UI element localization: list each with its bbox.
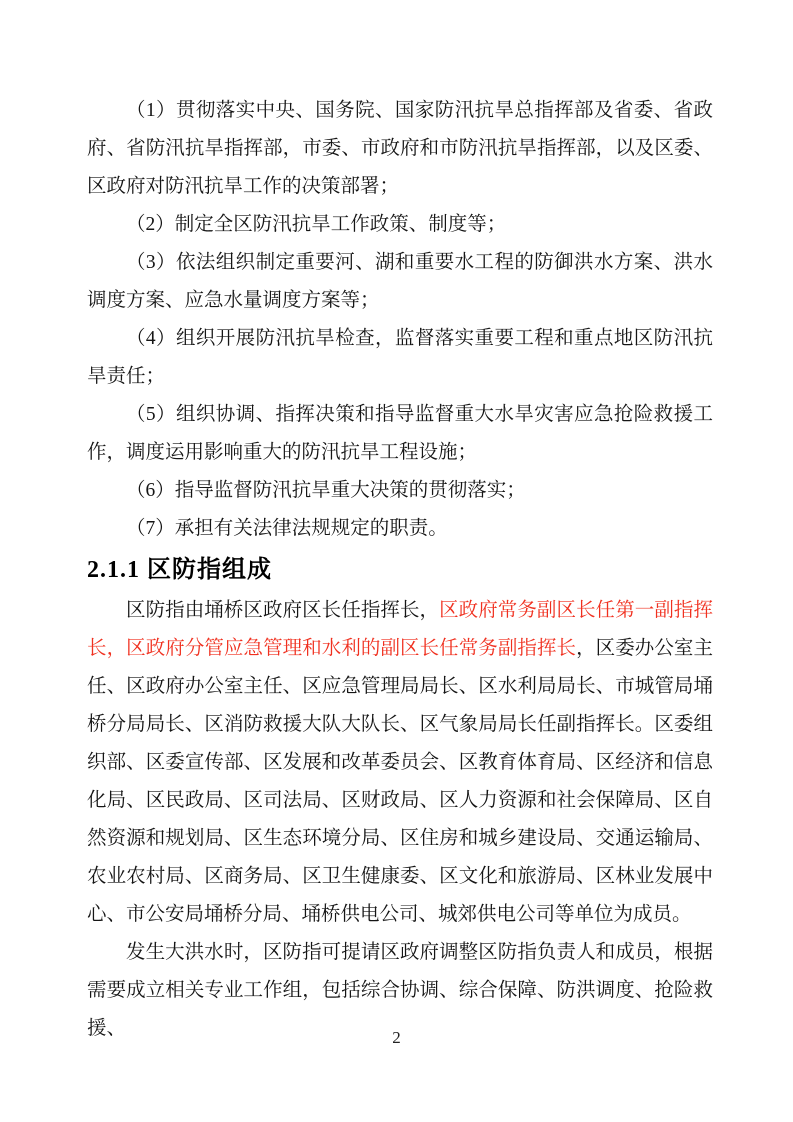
text-run: 2.1.1 区防指组成 (87, 557, 272, 583)
red-text-run: 区政府常务副区长任第一副指挥长，区政府分管应急管理和水利的副区长任常务副指挥长 (87, 600, 713, 659)
text-run: （1）贯彻落实中央、国务院、国家防汛抗旱总指挥部及省委、省政府、省防汛抗旱指挥部，市委、市政府和市防汛抗旱指挥部，以及区委、区政府对防汛抗旱工作的决策部署； (87, 100, 713, 197)
paragraph (87, 244, 713, 320)
paragraph (87, 592, 713, 934)
paragraph (87, 472, 713, 510)
paragraph (87, 320, 713, 396)
text-run: （2）制定全区防汛抗旱工作政策、制度等； (126, 214, 507, 235)
paragraph (87, 92, 713, 206)
page-number: 2 (392, 1028, 401, 1047)
text-run: （6）指导监督防汛抗旱重大决策的贯彻落实； (126, 480, 526, 501)
text-run: （7）承担有关法律法规规定的职责。 (126, 518, 448, 539)
document-body (87, 92, 713, 1048)
text-run: （5）组织协调、指挥决策和指导监督重大水旱灾害应急抢险救援工作，调度运用影响重大的防汛抗旱工程设施； (87, 404, 713, 463)
text-run: ，区委办公室主任、区政府办公室主任、区应急管理局局长、区水利局局长、市城管局埇桥分局局长、区消防救援大队大队长、区气象局局长任副指挥长。区委组织部、区委宣传部、区发展和改革委员会、区教育体育局、区经济和信息化局、区民政局、区司法局、区财政局、区人力资源和社会保障局、区自然资源和规划局、区生态环境分局、区住房和城乡建设局、交通运输局、农业农村局、区商务局、区卫生健康委、区文化和旅游局、区林业发展中心、市公安局埇桥分局、埇桥供电公司、城郊供电公司等单位为成员。 (87, 638, 713, 925)
text-run: 发生大洪水时，区防指可提请区政府调整区防指负责人和成员，根据需要成立相关专业工作组，包括综合协调、综合保障、防洪调度、抢险救援、 (87, 942, 713, 1039)
text-run: （3）依法组织制定重要河、湖和重要水工程的防御洪水方案、洪水调度方案、应急水量调度方案等； (87, 252, 713, 311)
text-run: 区防指由埇桥区政府区长任指挥长， (126, 600, 440, 621)
text-run: （4）组织开展防汛抗旱检查，监督落实重要工程和重点地区防汛抗旱责任； (87, 328, 713, 387)
paragraph (87, 396, 713, 472)
paragraph (87, 206, 713, 244)
paragraph (87, 510, 713, 548)
section-heading (87, 548, 713, 592)
